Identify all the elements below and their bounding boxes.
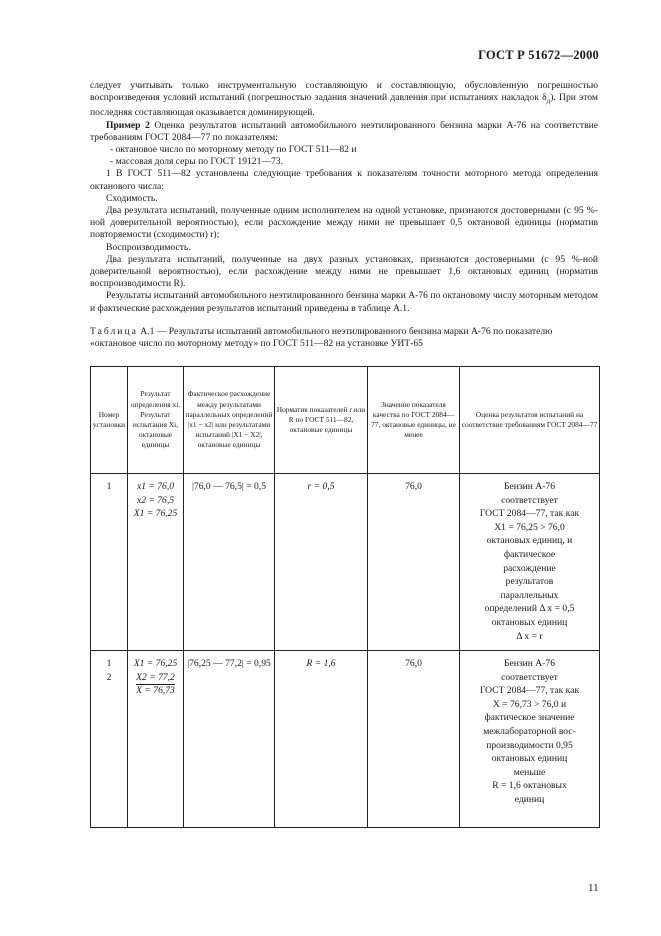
cell-evaluation: Бензин А-76 соответствует ГОСТ 2084—77, так как X1 = 76,25 > 76,0 октановых единиц, и фактическое расхождение результатов параллельных определений Δ x = 0,5 октановых единиц Δ x = r [460, 474, 600, 651]
cell-norm: r = 0,5 [275, 474, 368, 651]
column-header: Результат определения xi. Результат испытания Xi, октановые единицы [128, 367, 184, 474]
paragraph: Результаты испытаний автомобильного неэтилированного бензина марки А-76 по октановому числу моторным методом и фактические расхождения результатов испытаний приведены в таблице А.1. [90, 290, 598, 314]
cell-difference: |76,25 — 77,2| = 0,95 [184, 651, 275, 828]
example-paragraph: Пример 2 Оценка результатов испытаний автомобильного неэтилированного бензина марки А-76 на соответствие требованиям ГОСТ 2084—77 по показателям: [90, 119, 598, 143]
cell-results: X1 = 76,25 X2 = 77,2 X = 76,73 [128, 651, 184, 828]
cell-evaluation: Бензин А-76 соответствует ГОСТ 2084—77, так как X = 76,73 > 76,0 и фактическое значение межлабораторной вос- производимости 0,95 октановых единиц меньше R = 1,6 октановых единиц [460, 651, 600, 828]
list-item: - октановое число по моторному методу по ГОСТ 511—82 и [110, 143, 357, 155]
cell-value: 76,0 [368, 651, 460, 828]
list-item: - массовая доля серы по ГОСТ 19121—73. [110, 156, 283, 168]
cell-results: x1 = 76,0 x2 = 76,5 X1 = 76,25 [128, 474, 184, 651]
cell-number: 1 2 [91, 651, 128, 828]
column-header: Оценка результатов испытаний на соответствие требованиям ГОСТ 2084—77 [460, 367, 600, 474]
document-header: ГОСТ Р 51672—2000 [478, 48, 599, 62]
paragraph: следует учитывать только инструментальную составляющую и составляющую, обусловленную погрешностью воспроизведения условий испытаний (погрешностью задания значений давления при испытаниях накладок $\delta_д$). При этом последняя составляющая оказывается доминирующей. [90, 80, 598, 119]
paragraph: Воспроизводимость. [106, 241, 191, 253]
table-caption: Таблица А.1 — Результаты испытаний автомобильного неэтилированного бензина марки А-76 по показателю «октановое число по моторному методу» по ГОСТ 511—82 на установке УИТ-65 [90, 326, 553, 350]
column-header: Норматив показателей r или R по ГОСТ 511—82, октановые единицы [275, 367, 368, 474]
cell-norm: R = 1,6 [275, 651, 368, 828]
column-header: Номер установки [91, 367, 128, 474]
table-header-row [91, 367, 600, 474]
cell-difference: |76,0 — 76,5| = 0,5 [184, 474, 275, 651]
column-header: Фактическое расхождение между результатами параллельных определений |x1 − x2| или результатами испытаний |X1 − X2|, октановые единицы [184, 367, 275, 474]
column-header: Значение показателя качества по ГОСТ 2084—77, октановые единицы, не менее [368, 367, 460, 474]
cell-number: 1 [91, 474, 128, 651]
table-row [91, 474, 600, 651]
paragraph: Сходимость. [106, 192, 158, 204]
table-row [91, 651, 600, 828]
paragraph: Два результата испытаний, полученные на двух разных установках, признаются достоверными (с 95 %-ной доверительной вероятностью), если расхождение между ними не превышает 1,6 октановых единиц (норматив воспроизводимости R). [90, 253, 598, 290]
paragraph: Два результата испытаний, полученные одним исполнителем на одной установке, признаются достоверными (с 95 %-ной доверительной вероятностью), если расхождение между ними не превышает 0,5 октановой единицы (норматив повторяемости (сходимости) r); [90, 204, 598, 241]
paragraph: 1 В ГОСТ 511—82 установлены следующие требования к показателям точности моторного метода определения октанового числа: [90, 168, 598, 192]
page-number: 11 [588, 882, 599, 894]
body-text [90, 80, 598, 315]
cell-value: 76,0 [368, 474, 460, 651]
results-table [90, 366, 600, 828]
